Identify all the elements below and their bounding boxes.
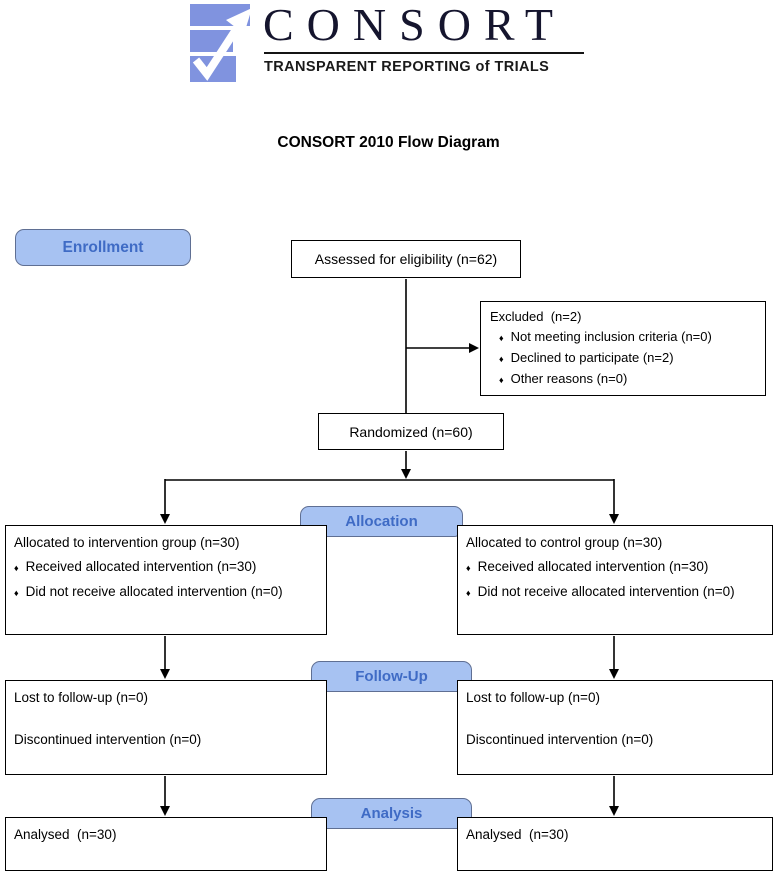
box-assessed-eligibility: Assessed for eligibility (n=62) xyxy=(291,240,521,278)
excluded-title: Excluded (n=2) xyxy=(490,309,582,324)
box-followup-control xyxy=(457,680,773,775)
allocation-left-title: Allocated to intervention group (n=30) xyxy=(14,535,240,550)
allocation-item xyxy=(466,555,764,580)
allocation-item xyxy=(466,580,764,605)
followup-line: Lost to follow-up (n=0) xyxy=(14,690,148,705)
page-title: CONSORT 2010 Flow Diagram xyxy=(277,134,500,151)
bullet-diamond-icon: ♦ xyxy=(499,333,504,343)
box-allocated-intervention xyxy=(5,525,327,635)
stage-label-allocation: Allocation xyxy=(300,506,463,537)
analysis-line: Analysed (n=30) xyxy=(14,827,117,842)
excluded-item-text: Not meeting inclusion criteria (n=0) xyxy=(510,329,712,344)
logo-subtitle: TRANSPARENT REPORTING of TRIALS xyxy=(264,59,550,75)
excluded-item-text: Declined to participate (n=2) xyxy=(510,350,674,365)
excluded-item-text: Other reasons (n=0) xyxy=(510,371,628,386)
logo-title: CONSORT xyxy=(263,0,566,50)
allocation-item xyxy=(14,555,318,580)
bullet-diamond-icon: ♦ xyxy=(466,588,471,598)
allocation-item-text: Received allocated intervention (n=30) xyxy=(477,559,709,574)
followup-line: Discontinued intervention (n=0) xyxy=(14,732,202,747)
followup-line: Discontinued intervention (n=0) xyxy=(466,732,654,747)
box-analysed-control xyxy=(457,817,773,871)
box-randomized: Randomized (n=60) xyxy=(318,413,504,450)
bullet-diamond-icon: ♦ xyxy=(14,588,19,598)
consort-logo-icon xyxy=(190,4,252,82)
bullet-diamond-icon: ♦ xyxy=(466,563,471,573)
stage-label-enrollment: Enrollment xyxy=(15,229,191,266)
stage-label-followup: Follow-Up xyxy=(311,661,472,692)
allocation-right-title: Allocated to control group (n=30) xyxy=(466,535,663,550)
allocation-item xyxy=(14,580,318,605)
allocation-item-text: Did not receive allocated intervention (n=0) xyxy=(25,584,283,599)
bullet-diamond-icon: ♦ xyxy=(499,354,504,364)
bullet-diamond-icon: ♦ xyxy=(14,563,19,573)
followup-line: Lost to follow-up (n=0) xyxy=(466,690,600,705)
logo-rule-divider xyxy=(264,52,584,54)
box-excluded xyxy=(480,301,766,396)
excluded-item xyxy=(499,327,756,348)
bullet-diamond-icon: ♦ xyxy=(499,375,504,385)
stage-label-analysis: Analysis xyxy=(311,798,472,829)
analysis-line: Analysed (n=30) xyxy=(466,827,569,842)
excluded-item xyxy=(499,348,756,369)
box-analysed-intervention xyxy=(5,817,327,871)
excluded-item xyxy=(499,369,756,390)
allocation-item-text: Received allocated intervention (n=30) xyxy=(25,559,257,574)
box-allocated-control xyxy=(457,525,773,635)
allocation-item-text: Did not receive allocated intervention (n=0) xyxy=(477,584,735,599)
box-followup-intervention xyxy=(5,680,327,775)
